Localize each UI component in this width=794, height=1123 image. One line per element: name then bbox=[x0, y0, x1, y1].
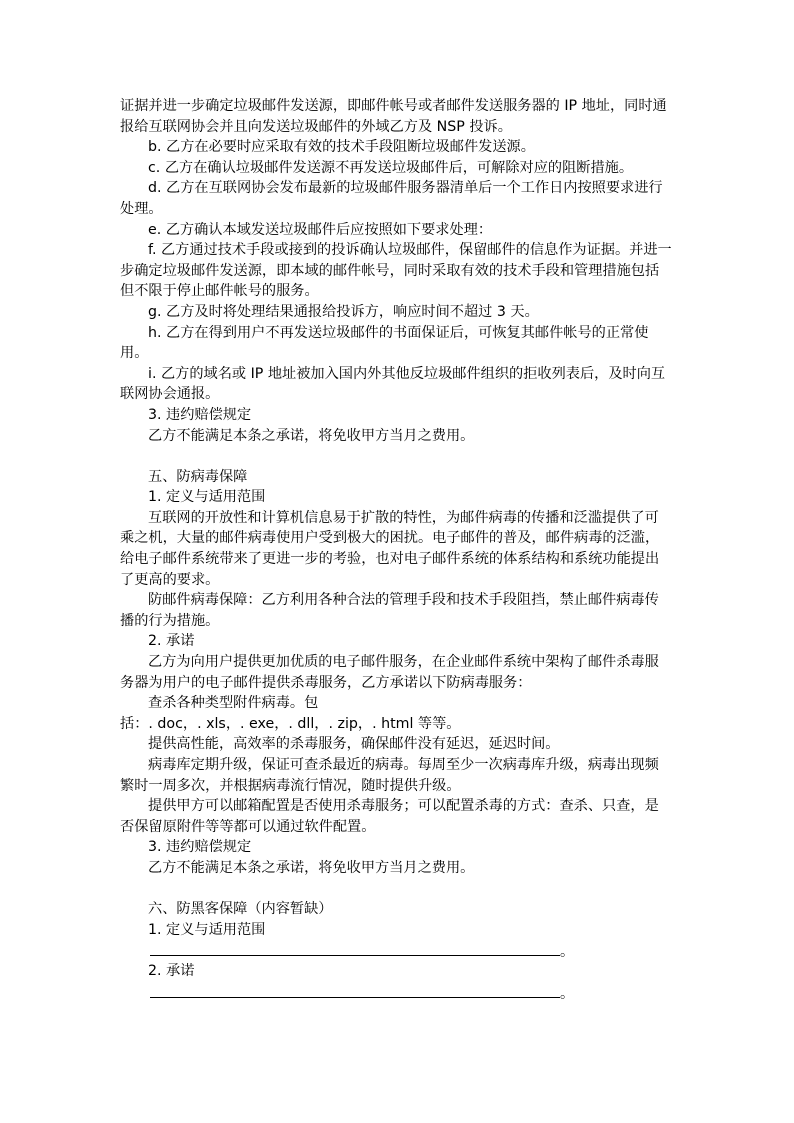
subheading-commitment: 2. 承诺 bbox=[148, 633, 195, 650]
fill-underline bbox=[150, 982, 560, 998]
section-heading-antivirus: 五、防病毒保障 bbox=[148, 468, 248, 485]
fill-period: 。 bbox=[560, 944, 575, 961]
paragraph-item-h: h. 乙方在得到用户不再发送垃圾邮件的书面保证后，可恢复其邮件帐号的正常使用。 bbox=[120, 324, 649, 362]
subheading-penalty-1: 3. 违约赔偿规定 bbox=[148, 406, 252, 423]
blank-line bbox=[120, 446, 672, 467]
fill-period: 。 bbox=[560, 985, 575, 1002]
paragraph-item-b: b. 乙方在必要时应采取有效的技术手段阻断垃圾邮件发送源。 bbox=[148, 139, 535, 156]
subheading-definition-scope: 1. 定义与适用范围 bbox=[148, 489, 266, 506]
subheading-penalty-2: 3. 违约赔偿规定 bbox=[148, 839, 252, 856]
blank-fill-line-2 bbox=[120, 982, 672, 1003]
paragraph-commitment-body: 乙方为向用户提供更加优质的电子邮件服务，在企业邮件系统中架构了邮件杀毒服务器为用户的电子邮件提供杀毒服务，乙方承诺以下防病毒服务： bbox=[120, 654, 659, 691]
paragraph-penalty-2: 乙方不能满足本条之承诺，将免收甲方当月之费用。 bbox=[148, 859, 475, 876]
paragraph-virus-db-update: 病毒库定期升级，保证可查杀最近的病毒。每周至少一次病毒库升级，病毒出现频繁时一周多次，并根据病毒流行情况，随时提供升级。 bbox=[120, 757, 659, 794]
paragraph-item-d: d. 乙方在互联网协会发布最新的垃圾邮件服务器清单后一个工作日内按照要求进行处理。 bbox=[120, 180, 663, 217]
document-body bbox=[120, 96, 672, 1002]
paragraph-penalty-1: 乙方不能满足本条之承诺，将免收甲方当月之费用。 bbox=[148, 427, 475, 444]
paragraph-performance: 提供高性能，高效率的杀毒服务，确保邮件没有延迟，延迟时间。 bbox=[148, 736, 560, 753]
fill-underline bbox=[150, 940, 560, 956]
paragraph-antivirus-intro: 互联网的开放性和计算机信息易于扩散的特性，为邮件病毒的传播和泛滥提供了可乘之机，大量的邮件病毒使用户受到极大的困扰。电子邮件的普及，邮件病毒的泛滥，给电子邮件系统带来了更进一步的考验，也对电子邮件系统的体系结构和系统功能提出了更高的要求。 bbox=[120, 509, 660, 588]
paragraph-file-types: 括：. doc，. xls，. exe，. dll，. zip，. html 等等。 bbox=[120, 715, 461, 732]
paragraph-antivirus-definition: 防邮件病毒保障：乙方利用各种合法的管理手段和技术手段阻挡，禁止邮件病毒传播的行为措施。 bbox=[120, 592, 659, 629]
paragraph-evidence-continued: 证据并进一步确定垃圾邮件发送源，即邮件帐号或者邮件发送服务器的 IP 地址，同时通报给互联网协会并且向发送垃圾邮件的外域乙方及 NSP 投诉。 bbox=[120, 98, 667, 135]
paragraph-item-g: g. 乙方及时将处理结果通报给投诉方，响应时间不超过 3 天。 bbox=[148, 303, 539, 320]
paragraph-item-e: e. 乙方确认本域发送垃圾邮件后应按照如下要求处理： bbox=[148, 221, 493, 238]
blank-line bbox=[120, 879, 672, 900]
paragraph-item-c: c. 乙方在确认垃圾邮件发送源不再发送垃圾邮件后，可解除对应的阻断措施。 bbox=[148, 159, 634, 176]
paragraph-item-i: i. 乙方的域名或 IP 地址被加入国内外其他反垃圾邮件组织的拒收列表后，及时向互联网协会通报。 bbox=[120, 365, 666, 403]
subheading-commitment-2: 2. 承诺 bbox=[148, 962, 195, 979]
paragraph-scan-attachments: 查杀各种类型附件病毒。包 bbox=[148, 695, 319, 712]
section-heading-anti-hacker: 六、防黑客保障（内容暂缺） bbox=[148, 901, 333, 918]
blank-fill-line-1 bbox=[120, 940, 672, 961]
subheading-definition-scope-2: 1. 定义与适用范围 bbox=[148, 921, 266, 938]
paragraph-mailbox-config: 提供甲方可以邮箱配置是否使用杀毒服务；可以配置杀毒的方式：查杀、只查，是否保留原附件等等都可以通过软件配置。 bbox=[120, 798, 659, 835]
paragraph-item-f: f. 乙方通过技术手段或接到的投诉确认垃圾邮件，保留邮件的信息作为证据。并进一步确定垃圾邮件发送源，即本域的邮件帐号，同时采取有效的技术手段和管理措施包括但不限于停止邮件帐号的服务。 bbox=[120, 242, 672, 300]
